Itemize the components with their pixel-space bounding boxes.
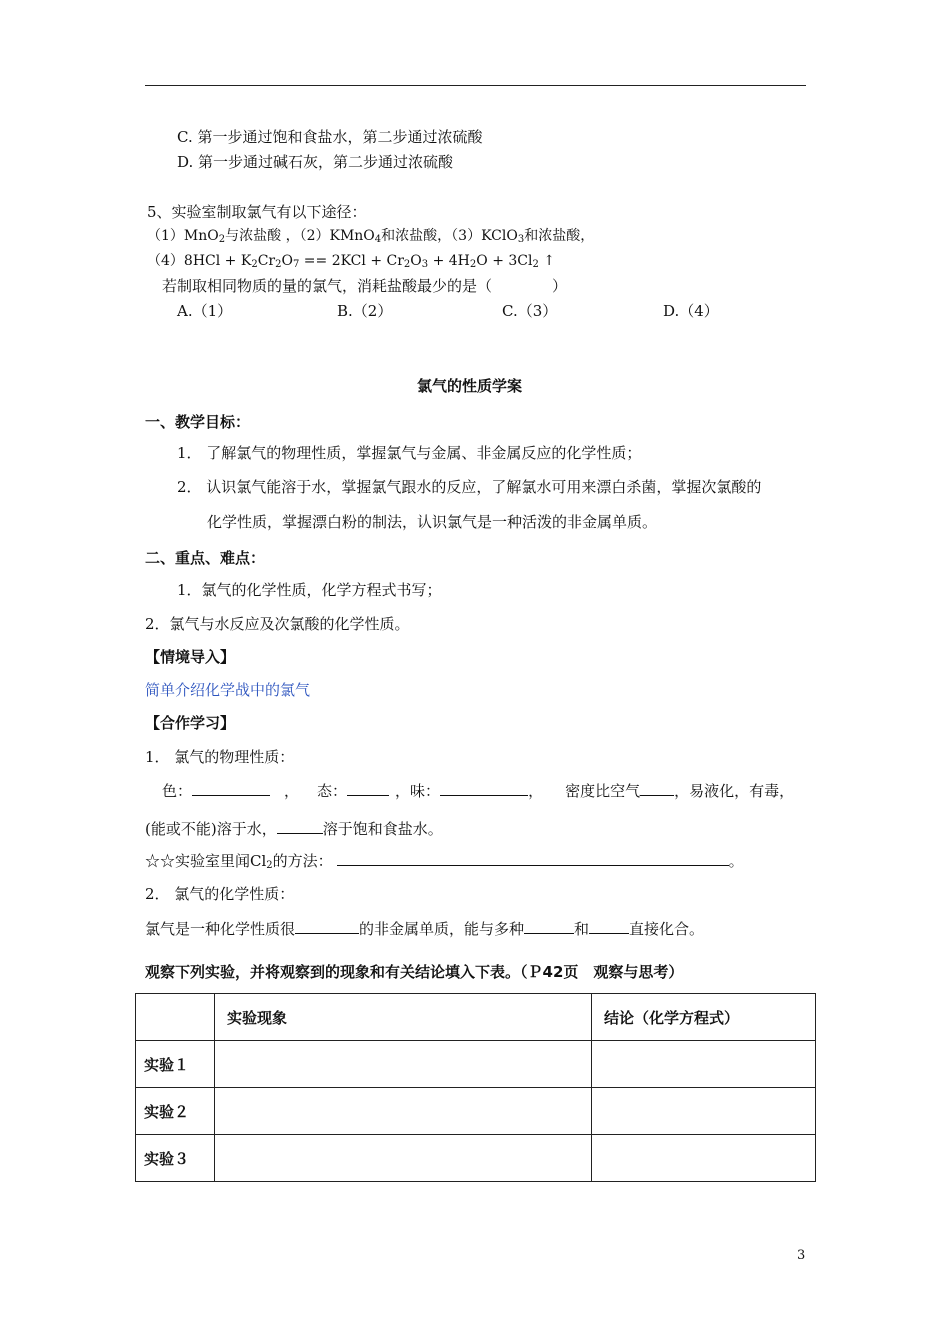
table-row bbox=[136, 1135, 816, 1182]
dissolve-blank[interactable] bbox=[277, 818, 323, 834]
phenomenon-cell[interactable] bbox=[215, 1135, 592, 1182]
section2-item1: 1．氯气的化学性质，化学方程式书写； bbox=[177, 581, 442, 599]
q5-choice-c: C.（3） bbox=[502, 302, 558, 320]
table-header-cell: 结论（化学方程式） bbox=[592, 994, 816, 1041]
color-blank[interactable] bbox=[192, 780, 270, 796]
section1-item1: 1． 了解氯气的物理性质，掌握氯气与金属、非金属反应的化学性质； bbox=[177, 444, 642, 462]
observe-instruction: 观察下列实验，并将观察到的现象和有关结论填入下表。（Ｐ42页 观察与思考） bbox=[145, 963, 684, 981]
table-header-cell: 实验现象 bbox=[215, 994, 592, 1041]
q5-choice-a: A.（1） bbox=[177, 302, 233, 320]
row-label: 实验３ bbox=[136, 1135, 215, 1182]
row-label: 实验２ bbox=[136, 1088, 215, 1135]
table-row bbox=[136, 1088, 816, 1135]
table-row bbox=[136, 1041, 816, 1088]
section1-item2a: 2． 认识氯气能溶于水，掌握氯气跟水的反应，了解氯水可用来漂白杀菌，掌握次氯酸的 bbox=[177, 478, 762, 496]
q5-routes-line2: $(4)8HCl + K_2Cr_2O_7 == 2KCl + Cr_2O_3 + 4H_2O + 3Cl_2$ ↑ bbox=[147, 253, 556, 270]
scenario-text: 简单介绍化学战中的氯气 bbox=[145, 681, 311, 699]
conclusion-cell[interactable] bbox=[592, 1135, 816, 1182]
conclusion-cell[interactable] bbox=[592, 1041, 816, 1088]
state-blank[interactable] bbox=[347, 780, 389, 796]
page-number: 3 bbox=[797, 1248, 806, 1263]
coop-heading: 【合作学习】 bbox=[145, 714, 236, 732]
phys-line1: 色： ， 态： ，味： ， 密度比空气 ，易液化，有毒， bbox=[162, 782, 795, 800]
phys-title: 1． 氯气的物理性质： bbox=[145, 748, 295, 766]
phenomenon-cell[interactable] bbox=[215, 1088, 592, 1135]
chem-line: 氯气是一种化学性质很 的非金属单质，能与多种 和 直接化合。 bbox=[145, 920, 705, 938]
density-blank[interactable] bbox=[640, 780, 674, 796]
row-label: 实验１ bbox=[136, 1041, 215, 1088]
nonmetal-blank[interactable] bbox=[589, 918, 629, 934]
section2-heading: 二、重点、难点： bbox=[145, 549, 266, 567]
table-header-cell bbox=[136, 994, 215, 1041]
section2-item2: 2．氯气与水反应及次氯酸的化学性质。 bbox=[145, 615, 410, 633]
section1-heading: 一、教学目标： bbox=[145, 413, 251, 431]
chem-title: 2． 氯气的化学性质： bbox=[145, 885, 295, 903]
experiment-table bbox=[135, 993, 816, 1182]
activity-blank[interactable] bbox=[295, 918, 359, 934]
phys-line2: (能或不能)溶于水， 溶于饱和食盐水。 bbox=[145, 820, 443, 838]
q5-stem: 5、实验室制取氯气有以下途径： bbox=[147, 203, 367, 221]
q5-choice-b: B.（2） bbox=[337, 302, 393, 320]
scenario-heading: 【情境导入】 bbox=[145, 648, 236, 666]
phenomenon-cell[interactable] bbox=[215, 1041, 592, 1088]
q5-routes-line1: （1）MnO$_2$与浓盐酸 ，（2）KMnO$_4$和浓盐酸，（3）KClO$_3$和浓盐酸， bbox=[147, 228, 595, 245]
metal-blank[interactable] bbox=[524, 918, 574, 934]
section1-item2b: 化学性质，掌握漂白粉的制法，认识氯气是一种活泼的非金属单质。 bbox=[207, 513, 658, 531]
page-title: 氯气的性质学案 bbox=[417, 377, 523, 395]
smell-blank[interactable] bbox=[440, 780, 528, 796]
smell-method-line: ☆☆实验室里闻$Cl_2$的方法： 。 bbox=[145, 852, 744, 871]
option-c: C. 第一步通过饱和食盐水，第二步通过浓硫酸 bbox=[177, 128, 483, 146]
header-rule bbox=[145, 85, 806, 86]
table-header-row bbox=[136, 994, 816, 1041]
smell-method-blank[interactable] bbox=[337, 850, 729, 866]
conclusion-cell[interactable] bbox=[592, 1088, 816, 1135]
option-d: D. 第一步通过碱石灰，第二步通过浓硫酸 bbox=[177, 153, 454, 171]
q5-choice-d: D.（4） bbox=[663, 302, 719, 320]
q5-question: 若制取相同物质的量的氯气，消耗盐酸最少的是（ ） bbox=[162, 277, 568, 295]
